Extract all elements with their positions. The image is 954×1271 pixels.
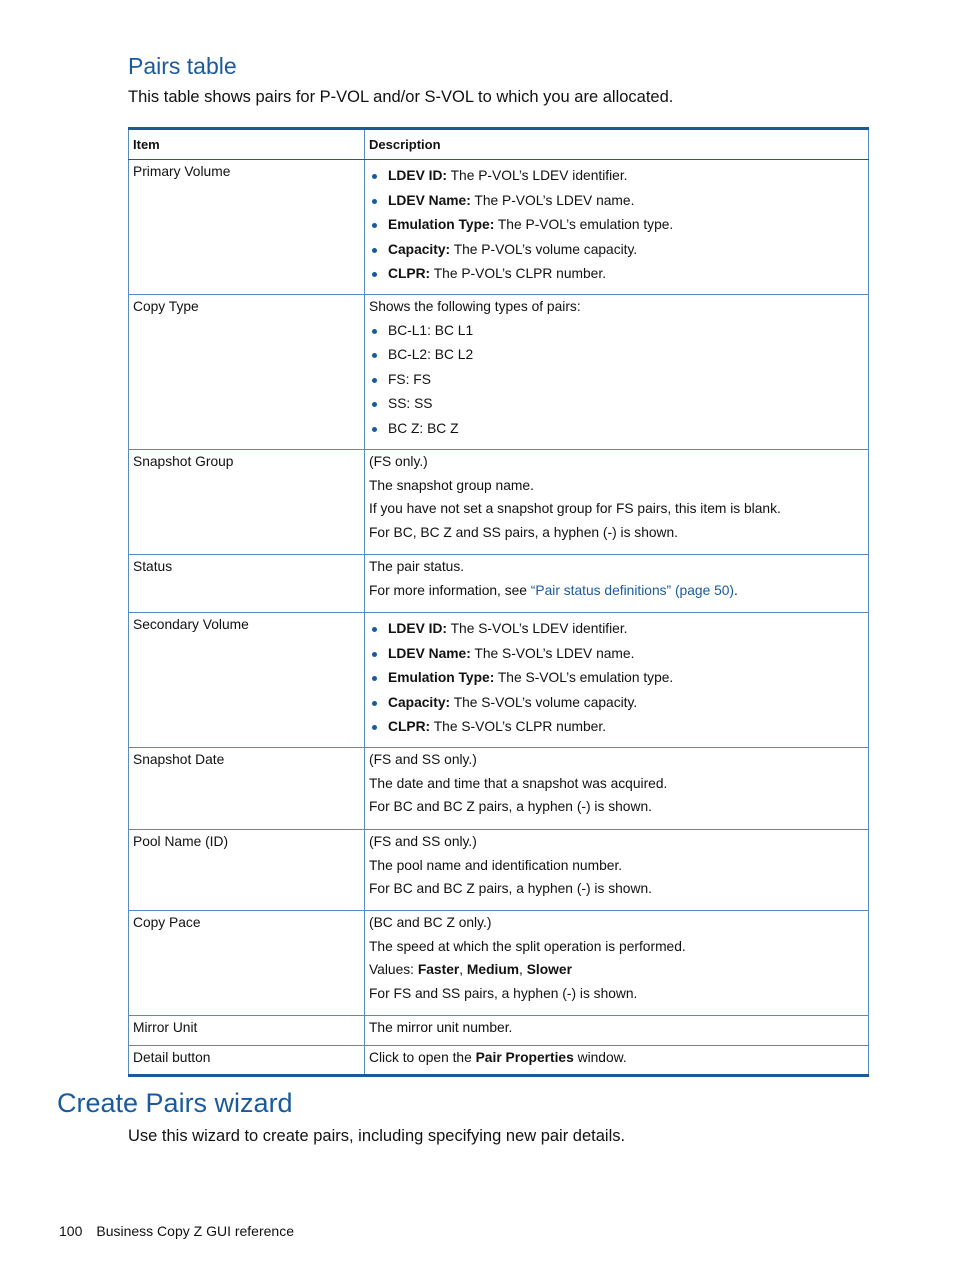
description-cell [365, 450, 869, 555]
description-text: Values: Faster, Medium, Slower [369, 962, 572, 977]
description-text: Shows the following types of pairs: [369, 299, 581, 314]
chapter-title: Business Copy Z GUI reference [96, 1223, 294, 1239]
description-cell [365, 911, 869, 1016]
list-item: FS: FS [369, 368, 864, 393]
list-item: Emulation Type: The S-VOL’s emulation type. [369, 666, 864, 691]
list-item: LDEV Name: The S-VOL’s LDEV name. [369, 642, 864, 667]
description-cell [365, 748, 869, 830]
description-text: (BC and BC Z only.) [369, 915, 492, 930]
description-text: For BC and BC Z pairs, a hyphen (-) is shown. [369, 881, 652, 896]
description-text: (FS and SS only.) [369, 834, 477, 849]
description-cell [365, 830, 869, 911]
column-header-description: Description [365, 129, 869, 160]
item-cell: Detail button [129, 1046, 365, 1076]
description-text: The date and time that a snapshot was acquired. [369, 775, 668, 791]
item-cell: Snapshot Date [129, 748, 365, 830]
page-footer [59, 1223, 294, 1239]
table-row [129, 450, 869, 555]
section-intro: This table shows pairs for P-VOL and/or S-VOL to which you are allocated. [128, 88, 674, 106]
description-text: The pool name and identification number. [369, 857, 623, 873]
bullet-list [369, 617, 864, 740]
item-cell: Mirror Unit [129, 1016, 365, 1046]
description-text: (FS only.) [369, 454, 428, 469]
description-cell: The mirror unit number. [365, 1016, 869, 1046]
list-item: Emulation Type: The P-VOL’s emulation type. [369, 213, 864, 238]
table-row [129, 160, 869, 295]
item-cell: Copy Type [129, 295, 365, 450]
bullet-list [369, 319, 864, 442]
description-cell [365, 295, 869, 450]
list-item: LDEV ID: The P-VOL’s LDEV identifier. [369, 164, 864, 189]
description-text: For BC, BC Z and SS pairs, a hyphen (-) is shown. [369, 524, 679, 540]
list-item: BC-L2: BC L2 [369, 343, 864, 368]
table-row [129, 613, 869, 748]
wizard-description: Use this wizard to create pairs, including specifying new pair details. [128, 1127, 626, 1145]
list-item: CLPR: The P-VOL’s CLPR number. [369, 262, 864, 287]
list-item: Capacity: The P-VOL’s volume capacity. [369, 238, 864, 263]
description-cell [365, 160, 869, 295]
column-header-item: Item [129, 129, 365, 160]
description-text: For FS and SS pairs, a hyphen (-) is shown. [369, 985, 638, 1001]
item-cell: Status [129, 555, 365, 613]
item-cell: Pool Name (ID) [129, 830, 365, 911]
item-cell: Snapshot Group [129, 450, 365, 555]
description-text: The snapshot group name. [369, 477, 534, 493]
description-text: The pair status. [369, 559, 465, 574]
list-item: LDEV Name: The P-VOL’s LDEV name. [369, 189, 864, 214]
table-row [129, 555, 869, 613]
item-cell: Secondary Volume [129, 613, 365, 748]
list-item: SS: SS [369, 392, 864, 417]
description-text: If you have not set a snapshot group for FS pairs, this item is blank. [369, 501, 781, 516]
table-row [129, 911, 869, 1016]
list-item: LDEV ID: The S-VOL’s LDEV identifier. [369, 617, 864, 642]
list-item: BC Z: BC Z [369, 417, 864, 442]
description-text: For BC and BC Z pairs, a hyphen (-) is shown. [369, 799, 652, 814]
description-cell [365, 613, 869, 748]
table-row [129, 295, 869, 450]
item-cell: Copy Pace [129, 911, 365, 1016]
table-header-row [129, 129, 869, 160]
list-item: BC-L1: BC L1 [369, 319, 864, 344]
description-cell: Click to open the Pair Properties window. [365, 1046, 869, 1076]
description-text: (FS and SS only.) [369, 752, 477, 767]
item-cell: Primary Volume [129, 160, 365, 295]
page-number: 100 [59, 1223, 83, 1239]
list-item: CLPR: The S-VOL’s CLPR number. [369, 715, 864, 740]
table-row [129, 1016, 869, 1046]
table-row [129, 748, 869, 830]
pairs-table [128, 127, 869, 1077]
description-cell [365, 555, 869, 613]
wizard-heading: Create Pairs wizard [57, 1088, 293, 1118]
list-item: Capacity: The S-VOL’s volume capacity. [369, 691, 864, 716]
bullet-list [369, 164, 864, 287]
pair-status-link[interactable]: “Pair status definitions” (page 50) [530, 582, 735, 598]
table-row [129, 830, 869, 911]
description-text: For more information, see “Pair status definitions” (page 50). [369, 582, 738, 598]
description-text: The speed at which the split operation is performed. [369, 938, 686, 954]
section-title: Pairs table [128, 53, 237, 79]
table-row [129, 1046, 869, 1076]
